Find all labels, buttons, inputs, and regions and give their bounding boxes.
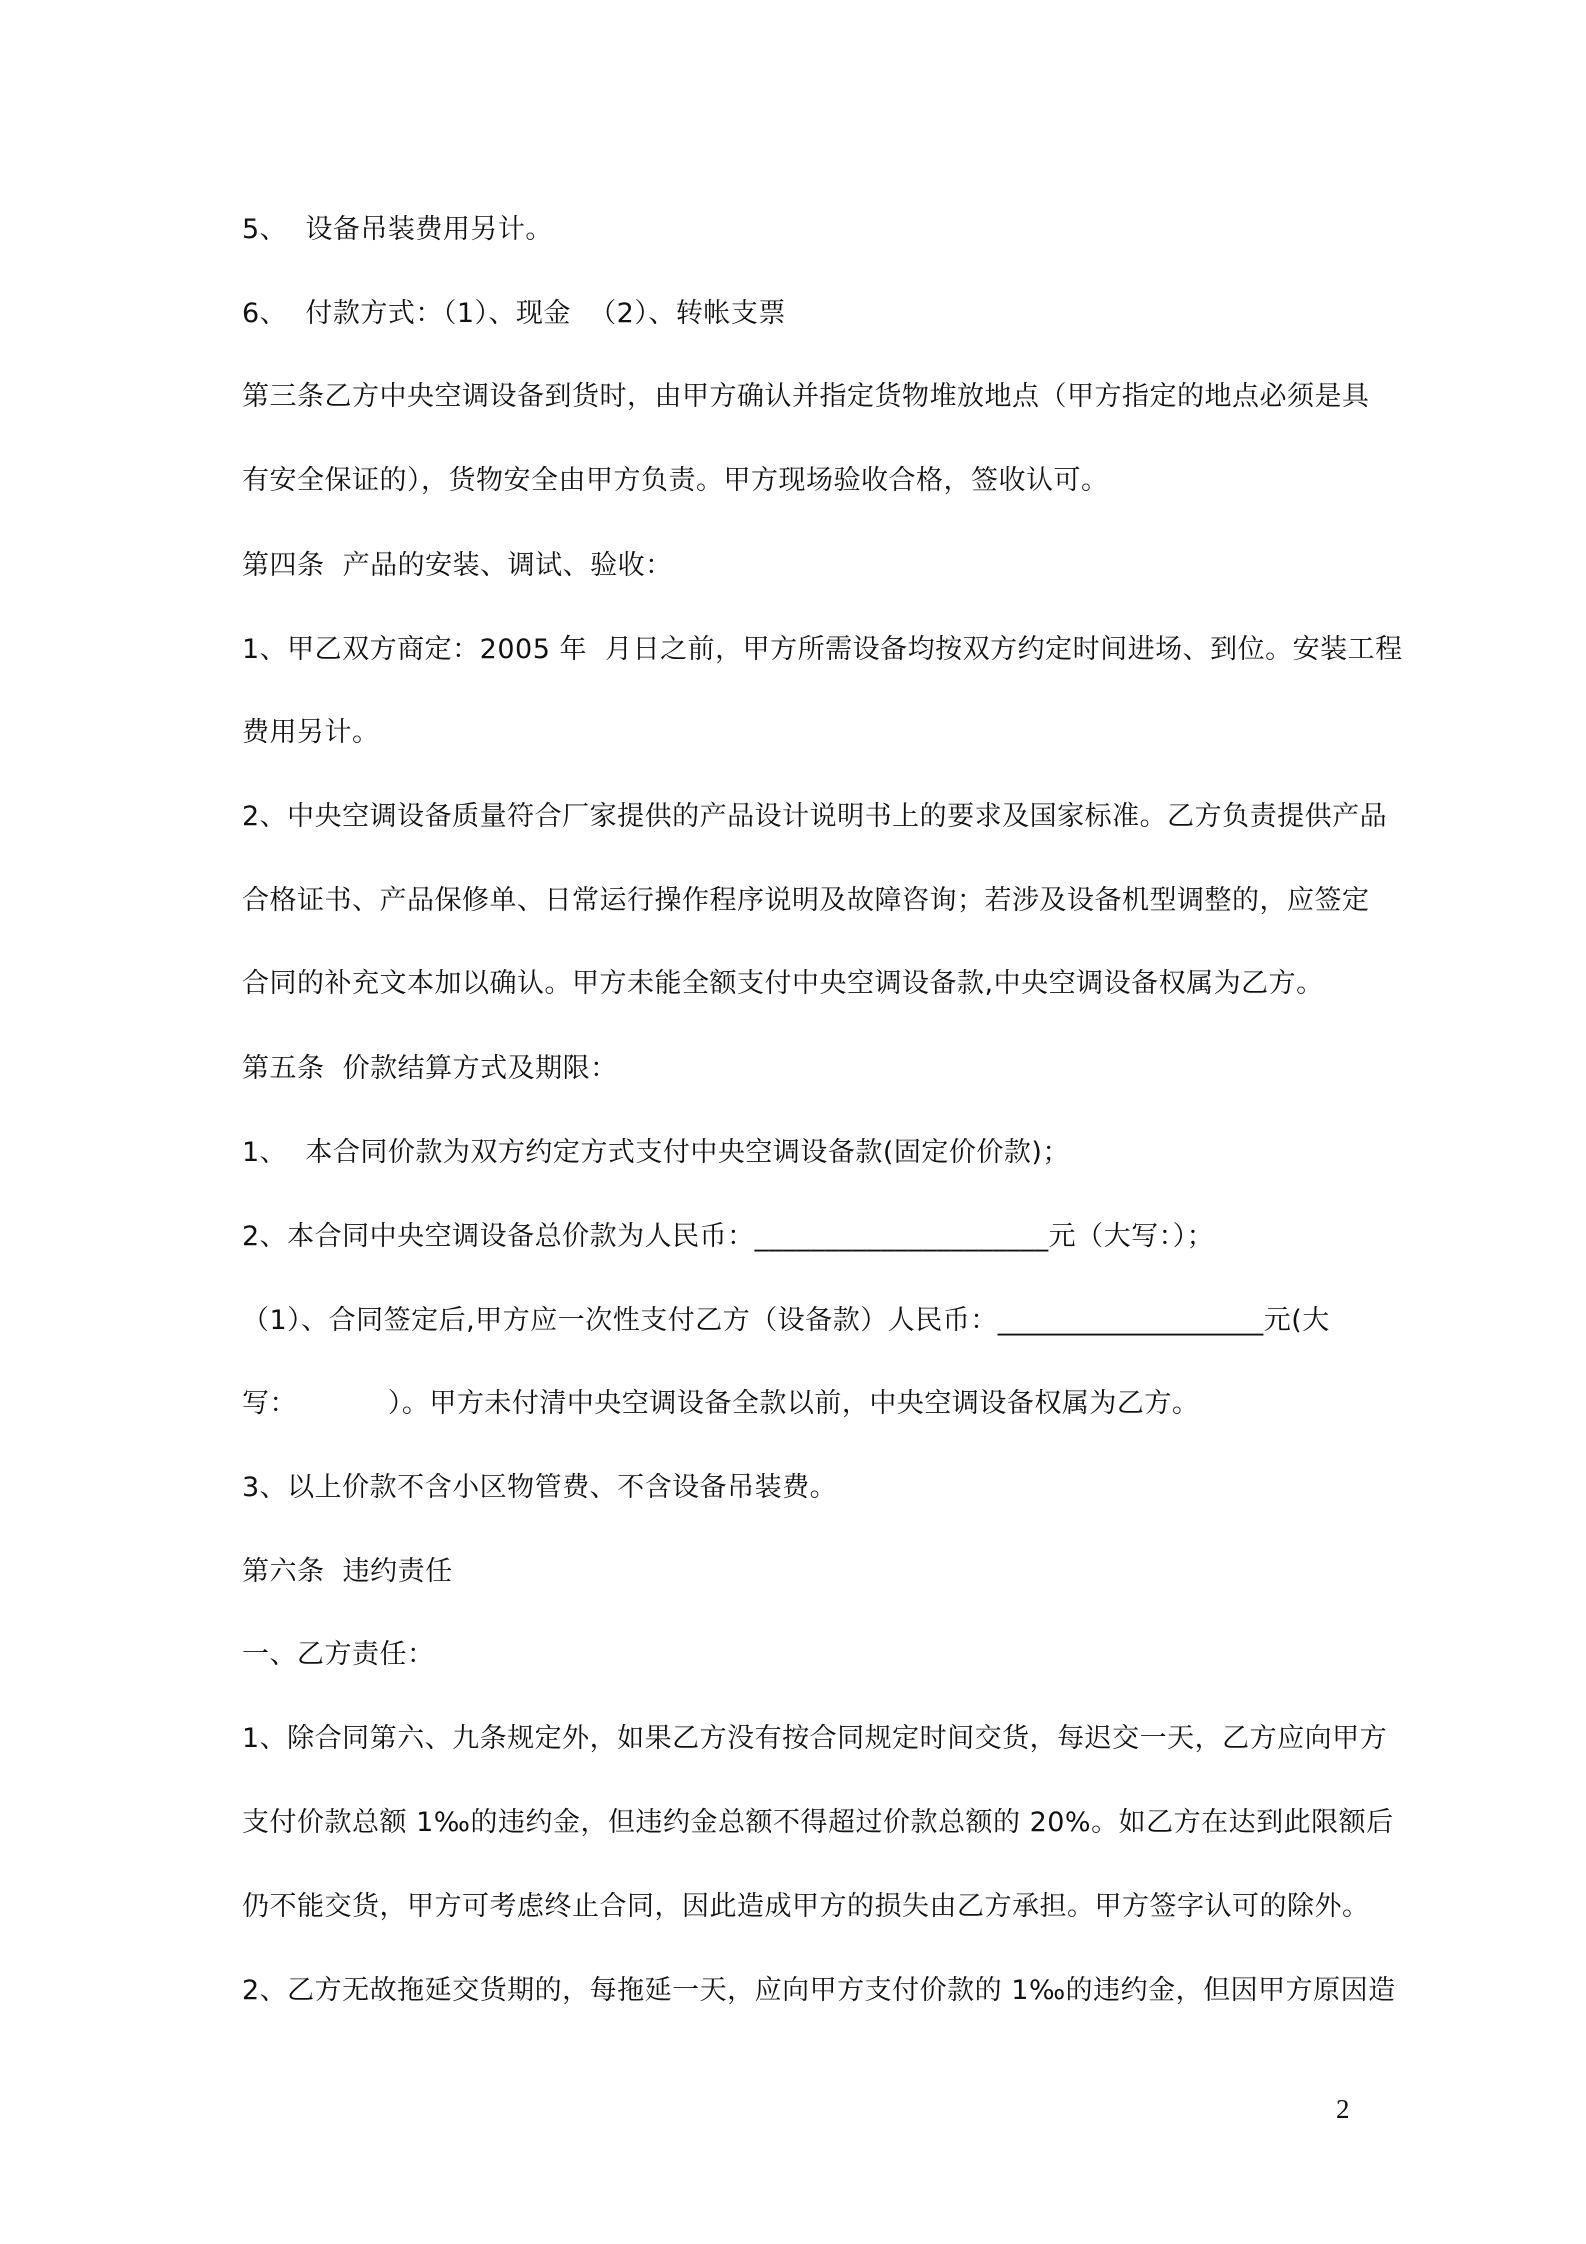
clause-line: 合格证书、产品保修单、日常运行操作程序说明及故障咨询；若涉及设备机型调整的，应签定 (242, 885, 1370, 916)
clause-line: 1、除合同第六、九条规定外，如果乙方没有按合同规定时间交货，每迟交一天，乙方应向甲方 (242, 1723, 1388, 1754)
clause-line: 5、 设备吊装费用另计。 (242, 214, 553, 245)
page-number: 2 (1336, 2094, 1350, 2124)
clause-line: 3、以上价款不含小区物管费、不含设备吊装费。 (242, 1472, 838, 1503)
clause-line: （1）、合同签定后,甲方应一次性支付乙方（设备款）人民币：___________________元(大 (242, 1305, 1330, 1336)
clause-line: 2、本合同中央空调设备总价款为人民币：_____________________元（大写：）； (242, 1221, 1215, 1252)
clause-line: 写： ）。甲方未付清中央空调设备全款以前，中央空调设备权属为乙方。 (242, 1388, 1200, 1419)
clause-line: 第三条乙方中央空调设备到货时，由甲方确认并指定货物堆放地点（甲方指定的地点必须是具 (242, 381, 1370, 412)
section-heading: 第六条 违约责任 (242, 1556, 453, 1587)
clause-line: 仍不能交货，甲方可考虑终止合同，因此造成甲方的损失由乙方承担。甲方签字认可的除外。 (242, 1891, 1370, 1922)
clause-line: 1、甲乙双方商定：2005 年 月日之前，甲方所需设备均按双方约定时间进场、到位。安装工程 (242, 634, 1403, 665)
section-heading: 第四条 产品的安装、调试、验收： (242, 550, 673, 581)
clause-line: 1、 本合同价款为双方约定方式支付中央空调设备款(固定价价款)； (242, 1137, 1070, 1168)
clause-line: 6、 付款方式：（1）、现金 （2）、转帐支票 (242, 298, 786, 329)
section-heading: 第五条 价款结算方式及期限： (242, 1053, 618, 1084)
clause-line: 2、中央空调设备质量符合厂家提供的产品设计说明书上的要求及国家标准。乙方负责提供产品 (242, 801, 1388, 832)
clause-line: 合同的补充文本加以确认。甲方未能全额支付中央空调设备款,中央空调设备权属为乙方。 (242, 968, 1324, 999)
sub-heading: 一、乙方责任： (242, 1639, 435, 1670)
clause-line: 费用另计。 (242, 717, 380, 748)
clause-line: 支付价款总额 1‰的违约金，但违约金总额不得超过价款总额的 20%。如乙方在达到此限额后 (242, 1807, 1394, 1838)
clause-line: 2、乙方无故拖延交货期的，每拖延一天，应向甲方支付价款的 1‰的违约金，但因甲方原因造 (242, 1975, 1396, 2006)
clause-line: 有安全保证的），货物安全由甲方负责。甲方现场验收合格，签收认可。 (242, 465, 1109, 496)
